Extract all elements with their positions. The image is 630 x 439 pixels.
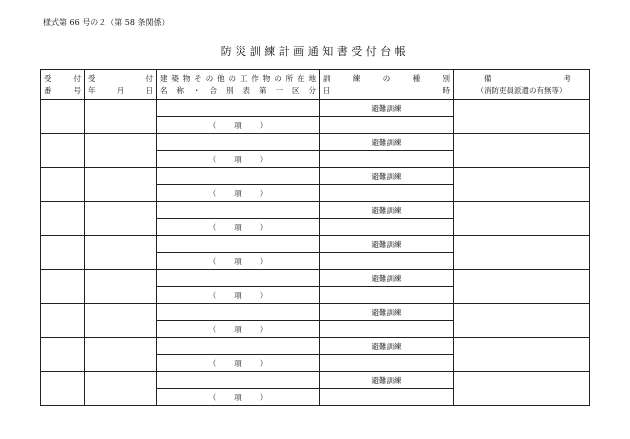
header-line: 名 称 ・ 合 別 表 第 一 区 分	[160, 85, 316, 95]
building-location-cell[interactable]	[157, 202, 320, 219]
training-type-label: 避難訓練	[371, 341, 402, 351]
item-label: 項	[234, 222, 242, 232]
header-receipt-date	[85, 70, 157, 100]
entry-row-top	[41, 304, 590, 321]
classification-cell[interactable]	[157, 151, 320, 168]
remarks-cell[interactable]	[454, 304, 590, 338]
training-datetime-cell[interactable]	[320, 321, 454, 338]
item-open-paren: （	[208, 324, 217, 334]
training-type-label: 避難訓練	[371, 273, 402, 283]
building-location-cell[interactable]	[157, 372, 320, 389]
item-label: 項	[234, 154, 242, 164]
remarks-cell[interactable]	[454, 236, 590, 270]
receipt-number-cell[interactable]	[41, 168, 85, 202]
item-close-paren: ）	[259, 358, 268, 368]
entry-row-top	[41, 372, 590, 389]
classification-cell[interactable]	[157, 355, 320, 372]
header-line: （消防吏員派遣の有無等）	[476, 85, 567, 95]
entry-row-top	[41, 236, 590, 253]
classification-cell[interactable]	[157, 185, 320, 202]
header-row	[41, 70, 590, 100]
training-type-cell	[320, 134, 454, 151]
receipt-number-cell[interactable]	[41, 202, 85, 236]
building-location-cell[interactable]	[157, 100, 320, 117]
receipt-number-cell[interactable]	[41, 134, 85, 168]
training-datetime-cell[interactable]	[320, 253, 454, 270]
header-line: 年 月 日	[88, 85, 153, 95]
training-datetime-cell[interactable]	[320, 287, 454, 304]
training-type-cell	[320, 270, 454, 287]
item-open-paren: （	[208, 256, 217, 266]
classification-cell[interactable]	[157, 287, 320, 304]
item-open-paren: （	[208, 188, 217, 198]
header-line: 日 時	[323, 85, 450, 95]
item-label: 項	[234, 358, 242, 368]
item-label: 項	[234, 392, 242, 402]
entry-row-top	[41, 338, 590, 355]
receipt-date-cell[interactable]	[85, 168, 157, 202]
item-open-paren: （	[208, 120, 217, 130]
training-type-cell	[320, 236, 454, 253]
receipt-date-cell[interactable]	[85, 304, 157, 338]
item-close-paren: ）	[259, 120, 268, 130]
training-type-label: 避難訓練	[371, 205, 402, 215]
building-location-cell[interactable]	[157, 168, 320, 185]
remarks-cell[interactable]	[454, 134, 590, 168]
training-type-label: 避難訓練	[371, 171, 402, 181]
item-close-paren: ）	[259, 256, 268, 266]
receipt-number-cell[interactable]	[41, 372, 85, 406]
item-open-paren: （	[208, 222, 217, 232]
receipt-number-cell[interactable]	[41, 270, 85, 304]
receipt-number-cell[interactable]	[41, 236, 85, 270]
remarks-cell[interactable]	[454, 202, 590, 236]
form-number: 様式第 66 号の２（第 58 条関係）	[43, 18, 170, 27]
header-remarks	[454, 70, 590, 100]
item-close-paren: ）	[259, 222, 268, 232]
item-close-paren: ）	[259, 324, 268, 334]
item-label: 項	[234, 120, 242, 130]
item-close-paren: ）	[259, 290, 268, 300]
receipt-date-cell[interactable]	[85, 270, 157, 304]
receipt-number-cell[interactable]	[41, 100, 85, 134]
classification-cell[interactable]	[157, 219, 320, 236]
header-building-location	[157, 70, 320, 100]
training-datetime-cell[interactable]	[320, 117, 454, 134]
receipt-date-cell[interactable]	[85, 202, 157, 236]
training-type-cell	[320, 100, 454, 117]
item-close-paren: ）	[259, 188, 268, 198]
item-close-paren: ）	[259, 392, 268, 402]
item-label: 項	[234, 324, 242, 334]
training-type-label: 避難訓練	[371, 307, 402, 317]
entry-row-top	[41, 100, 590, 117]
training-type-label: 避難訓練	[371, 103, 402, 113]
training-datetime-cell[interactable]	[320, 185, 454, 202]
item-close-paren: ）	[259, 154, 268, 164]
item-label: 項	[234, 188, 242, 198]
header-line: 備 考	[484, 73, 571, 83]
item-open-paren: （	[208, 290, 217, 300]
header-line: 建 築 物 そ の 他 の 工 作 物 の 所 在 地	[160, 73, 316, 83]
entry-row-top	[41, 202, 590, 219]
header-receipt-number	[41, 70, 85, 100]
building-location-cell[interactable]	[157, 270, 320, 287]
header-line: 訓 練 の 種 別	[323, 73, 450, 83]
receipt-number-cell[interactable]	[41, 304, 85, 338]
training-type-cell	[320, 304, 454, 321]
training-type-cell	[320, 372, 454, 389]
item-label: 項	[234, 290, 242, 300]
training-type-label: 避難訓練	[371, 375, 402, 385]
header-line: 受 付	[88, 73, 153, 83]
ledger-table	[40, 69, 590, 406]
remarks-cell[interactable]	[454, 338, 590, 372]
remarks-cell[interactable]	[454, 100, 590, 134]
classification-cell[interactable]	[157, 253, 320, 270]
item-open-paren: （	[208, 392, 217, 402]
remarks-cell[interactable]	[454, 270, 590, 304]
training-type-cell	[320, 202, 454, 219]
remarks-cell[interactable]	[454, 372, 590, 406]
header-line: 番 号	[44, 85, 81, 95]
building-location-cell[interactable]	[157, 236, 320, 253]
training-datetime-cell[interactable]	[320, 355, 454, 372]
item-label: 項	[234, 256, 242, 266]
header-line: 受 付	[44, 73, 81, 83]
classification-cell[interactable]	[157, 117, 320, 134]
classification-cell[interactable]	[157, 321, 320, 338]
entry-row-top	[41, 270, 590, 287]
receipt-date-cell[interactable]	[85, 100, 157, 134]
receipt-date-cell[interactable]	[85, 372, 157, 406]
training-datetime-cell[interactable]	[320, 389, 454, 406]
classification-cell[interactable]	[157, 389, 320, 406]
training-type-label: 避難訓練	[371, 137, 402, 147]
building-location-cell[interactable]	[157, 304, 320, 321]
training-datetime-cell[interactable]	[320, 219, 454, 236]
entry-row-top	[41, 134, 590, 151]
training-type-cell	[320, 168, 454, 185]
receipt-date-cell[interactable]	[85, 236, 157, 270]
entry-row-top	[41, 168, 590, 185]
item-open-paren: （	[208, 358, 217, 368]
header-training-type-datetime	[320, 70, 454, 100]
training-datetime-cell[interactable]	[320, 151, 454, 168]
page-title: 防災訓練計画通知書受付台帳	[220, 45, 410, 58]
receipt-number-cell[interactable]	[41, 338, 85, 372]
building-location-cell[interactable]	[157, 338, 320, 355]
remarks-cell[interactable]	[454, 168, 590, 202]
building-location-cell[interactable]	[157, 134, 320, 151]
item-open-paren: （	[208, 154, 217, 164]
training-type-label: 避難訓練	[371, 239, 402, 249]
receipt-date-cell[interactable]	[85, 134, 157, 168]
receipt-date-cell[interactable]	[85, 338, 157, 372]
training-type-cell	[320, 338, 454, 355]
